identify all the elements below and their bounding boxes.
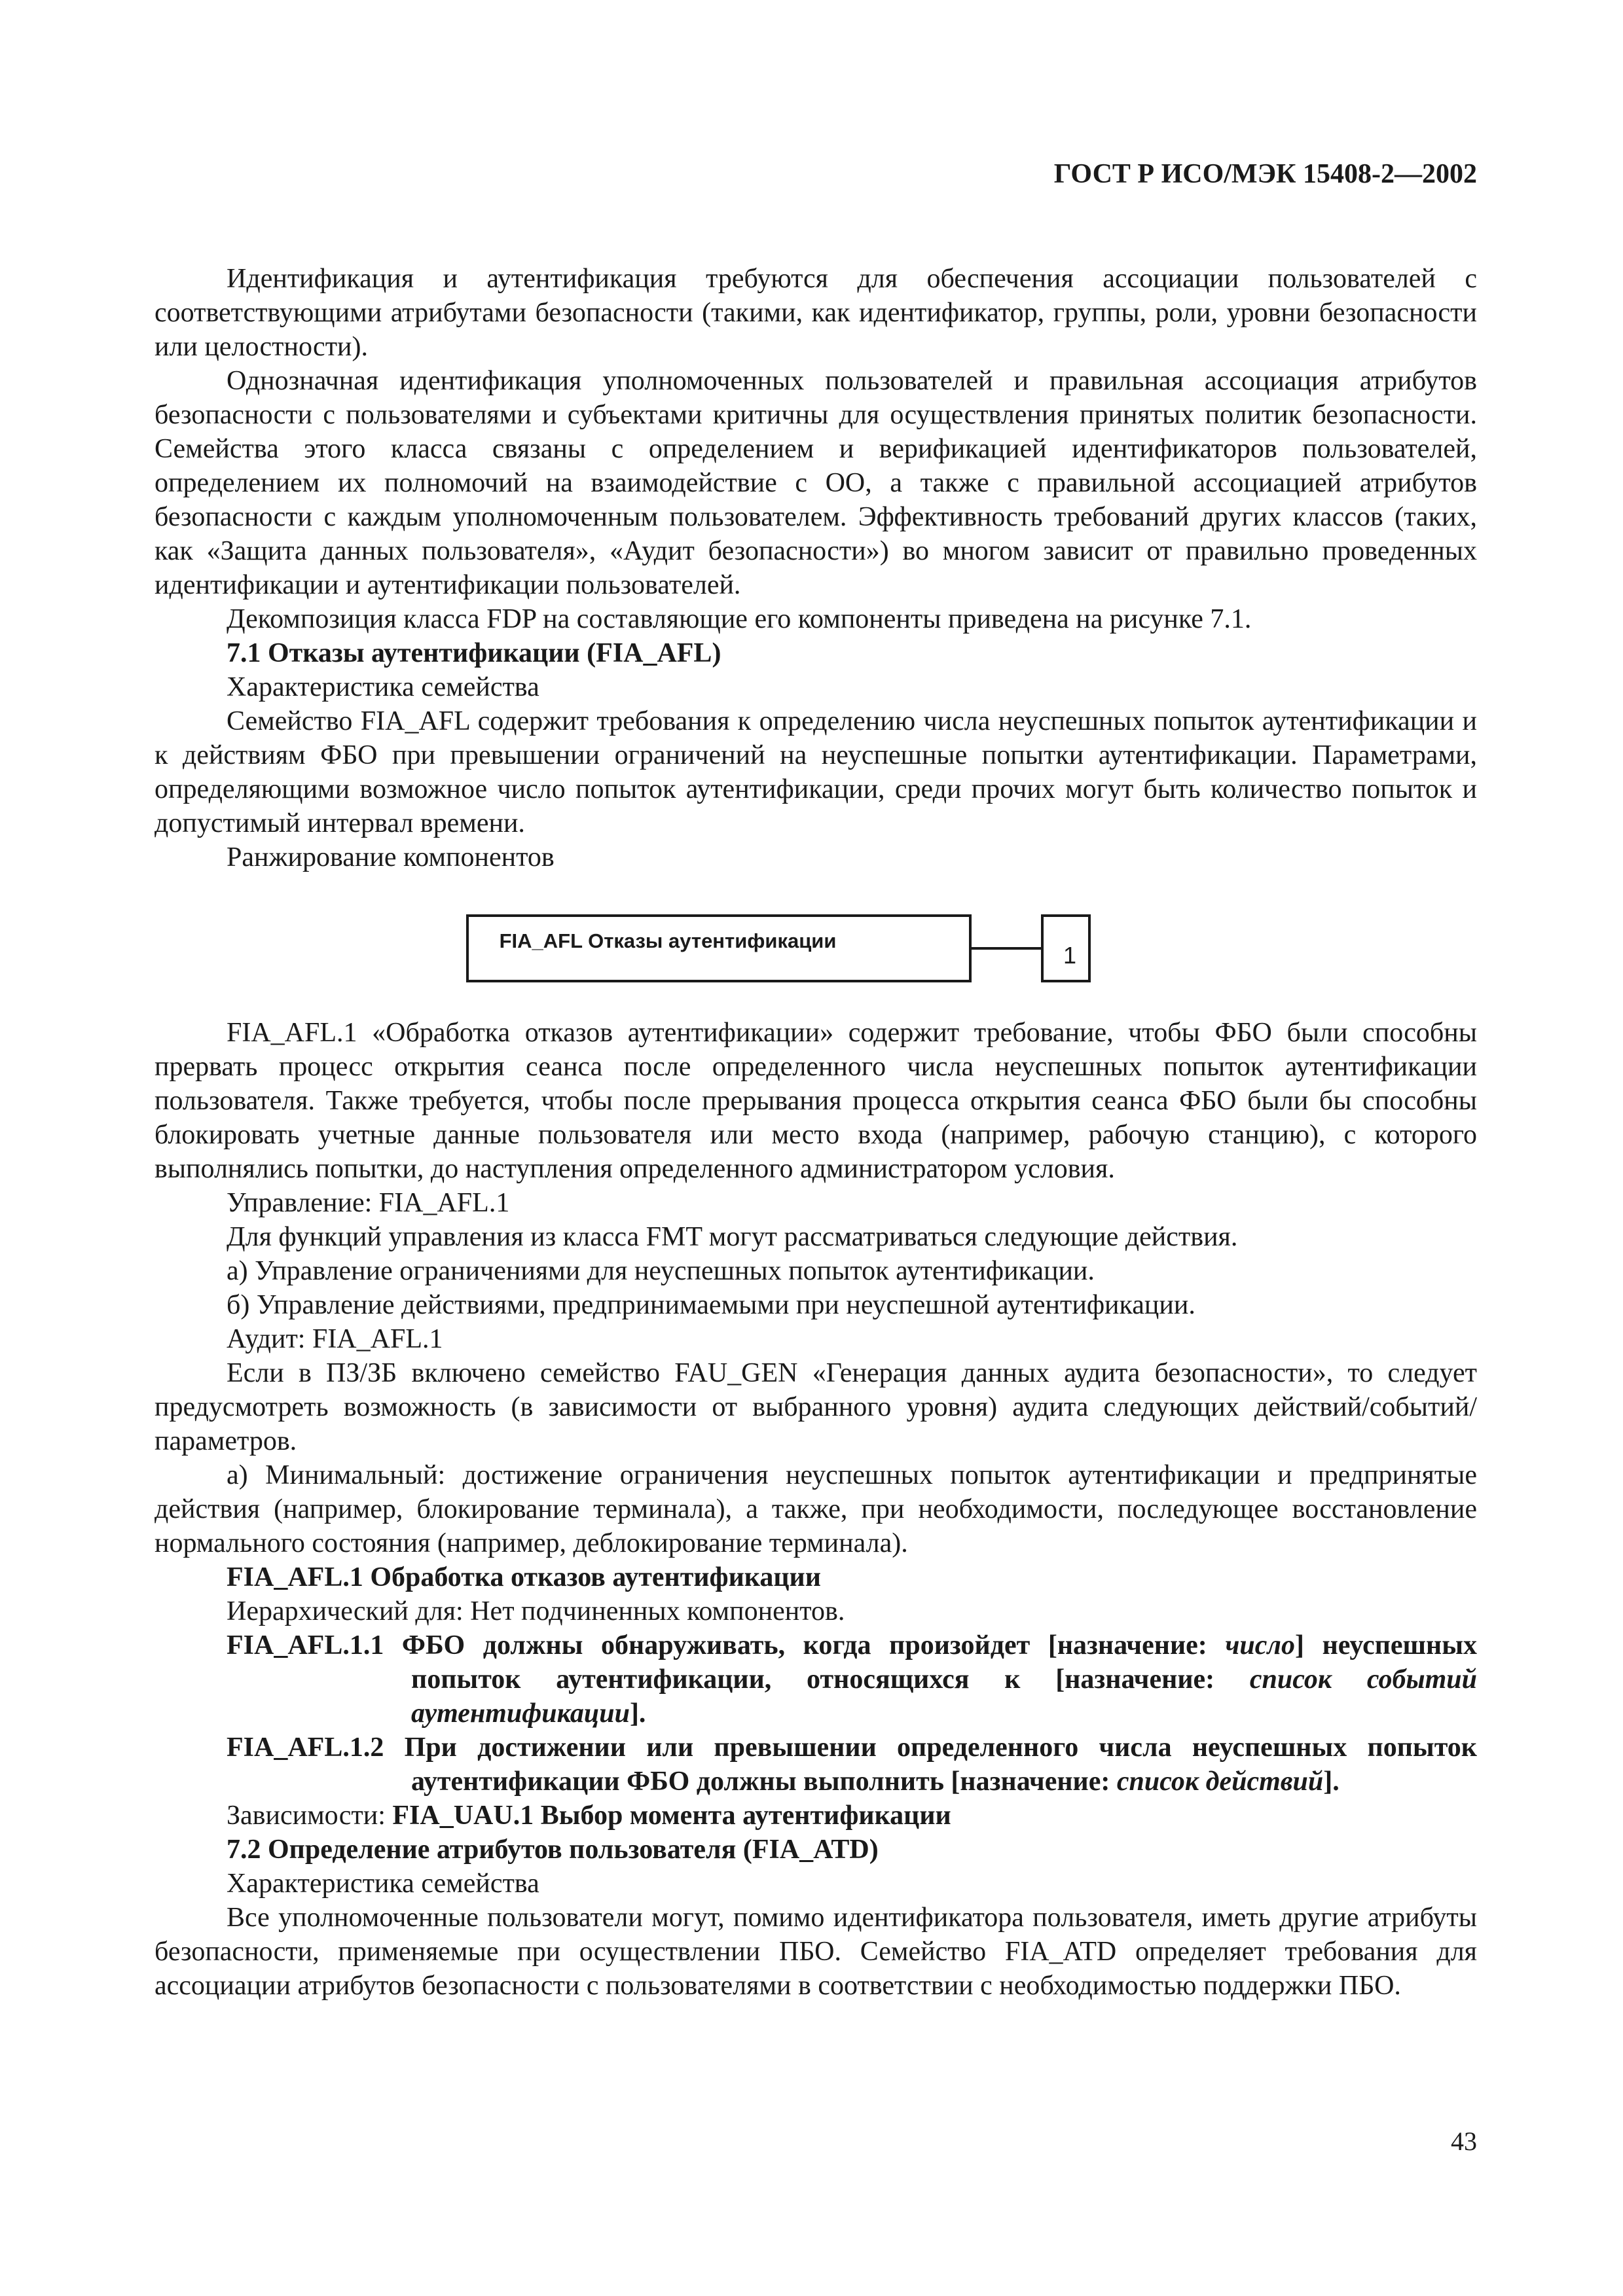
assignment-text: число (1225, 1630, 1295, 1660)
paragraph: Идентификация и аутентификация требуются для обеспечения ассоциации пользователей с соответствующими атрибутами безопасности (такими, как идентификатор, группы, роли, уровни безопасности или целостности). (155, 264, 1477, 362)
element-text: ]. (1323, 1767, 1340, 1797)
element-text: ]. (629, 1698, 646, 1729)
page-content (155, 157, 1477, 2003)
paragraph: Декомпозиция класса FDP на составляющие его компоненты приведена на рисунке 7.1. (227, 604, 1252, 634)
paragraph: Семейство FIA_AFL содержит требования к определению числа неуспешных попыток аутентификации и к действиям ФБО при превышении ограничений на неуспешные попытки аутентификации. Параметрами, определяющими возможное число попыток аутентификации, среди прочих могут быть количество попыток и допустимый интервал времени. (155, 706, 1477, 838)
list-item: а) Управление ограничениями для неуспешных попыток аутентификации. (227, 1256, 1095, 1286)
paragraph: Если в ПЗ/ЗБ включено семейство FAU_GEN «Генерация данных аудита безопасности», то следует предусмотреть возможность (в зависимости от выбранного уровня) аудита следующих действий/событий/параметров. (155, 1358, 1477, 1456)
list-item: а) Минимальный: достижение ограничения неуспешных попыток аутентификации и предпринятые действия (например, блокирование терминала), а также, при необходимости, последующее восстановление нормального состояния (например, деблокирование терминала). (155, 1460, 1477, 1558)
page-number: 43 (1451, 2126, 1477, 2156)
element-text: FIA_AFL.1.1 ФБО должны обнаруживать, когда произойдет [назначение: (227, 1630, 1226, 1660)
section-heading-7-1: 7.1 Отказы аутентификации (FIA_AFL) (227, 638, 721, 668)
level-box-label: 1 (1063, 942, 1077, 969)
section-heading-7-2: 7.2 Определение атрибутов пользователя (FIA_ATD) (227, 1835, 879, 1865)
element-text: FIA_AFL.1.2 При достижении или превышении определенного числа неуспешных попыток аутентификации ФБО должны выполнить [назначение: (227, 1732, 1477, 1797)
family-box-label: FIA_AFL Отказы аутентификации (499, 929, 837, 952)
subheading-component-ranking: Ранжирование компонентов (227, 842, 555, 872)
subheading-family-characteristics: Характеристика семейства (227, 672, 539, 702)
element-fia-afl-1-2 (155, 1731, 1477, 1799)
audit-heading: Аудит: FIA_AFL.1 (227, 1324, 443, 1354)
management-heading: Управление: FIA_AFL.1 (227, 1188, 510, 1218)
paragraph: Однозначная идентификация уполномоченных пользователей и правильная ассоциация атрибутов безопасности с пользователями и субъектами критичны для осуществления принятых политик безопасности. Семейства этого класса связаны с определением и верификацией идентификаторов пользователей, определением их полномочий на взаимодействие с ОО, а также с правильной ассоциацией атрибутов безопасности с каждым уполномоченным пользователем. Эффективность требований других классов (таких, как «Защита данных пользователя», «Аудит безопасности») во многом зависит от правильно проведенных идентификации и аутентификации пользователей. (155, 366, 1477, 600)
component-heading: FIA_AFL.1 Обработка отказов аутентификации (227, 1562, 821, 1592)
hierarchy-note: Иерархический для: Нет подчиненных компонентов. (227, 1596, 845, 1626)
paragraph: Для функций управления из класса FMT могут рассматриваться следующие действия. (227, 1222, 1238, 1252)
component-ranking-diagram (155, 886, 1477, 1001)
paragraph: FIA_AFL.1 «Обработка отказов аутентификации» содержит требование, чтобы ФБО были способны прервать процесс открытия сеанса после определенного числа неуспешных попыток аутентификации пользователя. Также требуется, чтобы после прерывания процесса открытия сеанса ФБО были бы способны блокировать учетные данные пользователя или место входа (например, рабочую станцию), с которого выполнялись попытки, до наступления определенного администратором условия. (155, 1018, 1477, 1184)
subheading-family-characteristics: Характеристика семейства (227, 1869, 539, 1899)
dependencies-value: FIA_UAU.1 Выбор момента аутентификации (392, 1801, 951, 1831)
dependencies-label: Зависимости: (227, 1801, 393, 1831)
list-item: б) Управление действиями, предпринимаемыми при неуспешной аутентификации. (227, 1290, 1195, 1320)
element-text: ] неуспешных попыток аутентификации, относящихся к [назначение: (411, 1630, 1477, 1695)
assignment-text: список событий аутентификации (411, 1664, 1477, 1729)
dependencies (155, 1799, 1477, 1833)
document-header: ГОСТ Р ИСО/МЭК 15408-2—2002 (1053, 159, 1477, 189)
paragraph: Все уполномоченные пользователи могут, помимо идентификатора пользователя, иметь другие атрибуты безопасности, применяемые при осуществлении ПБО. Семейство FIA_ATD определяет требования для ассоциации атрибутов безопасности с пользователями в соответствии с необходимостью поддержки ПБО. (155, 1903, 1477, 2001)
element-fia-afl-1-1 (155, 1628, 1477, 1731)
assignment-text: список действий (1116, 1767, 1324, 1797)
